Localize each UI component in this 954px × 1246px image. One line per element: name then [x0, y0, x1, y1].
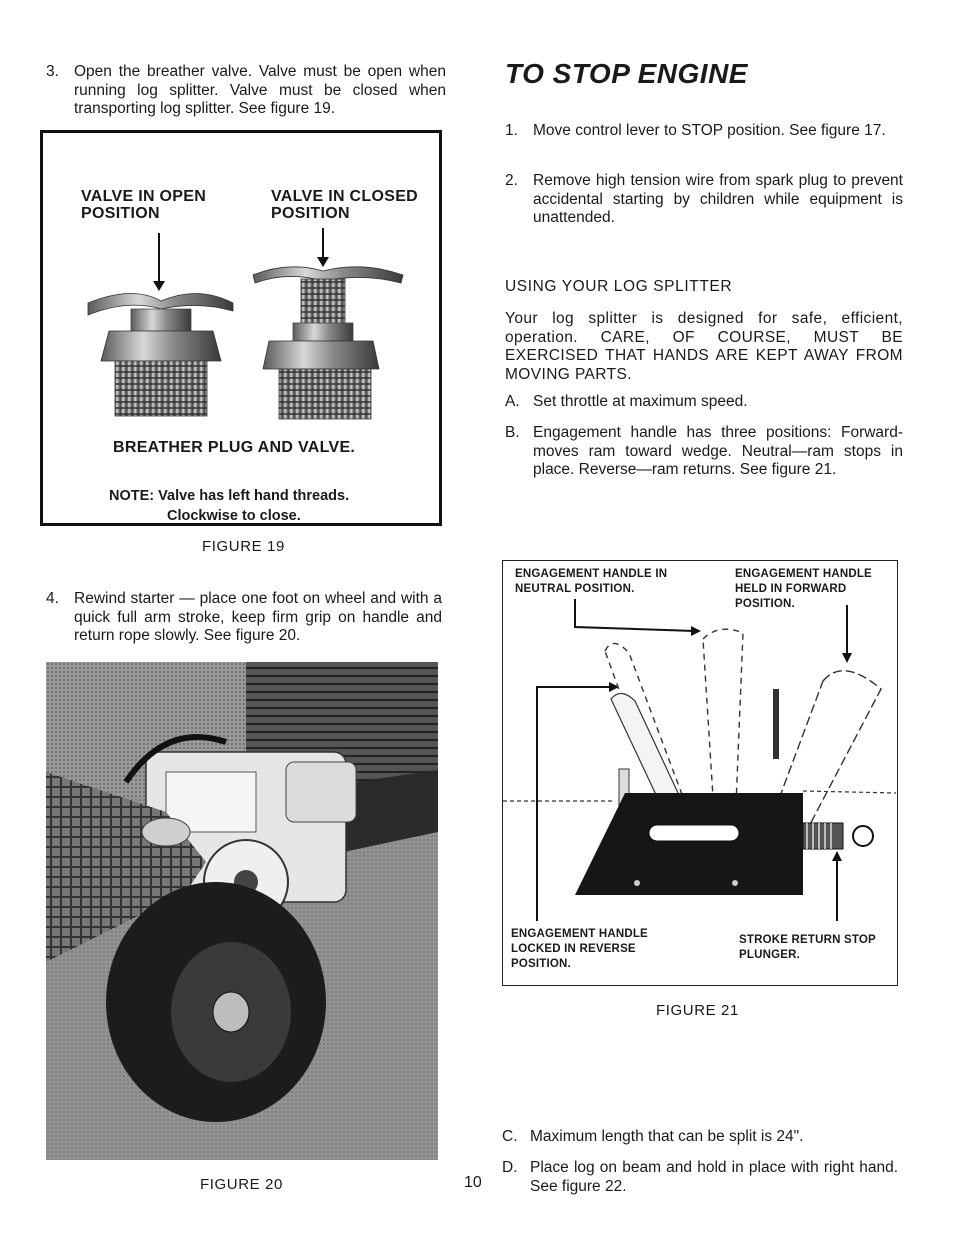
step-4 [46, 590, 442, 646]
figure-19-box [40, 130, 442, 526]
step-b [505, 424, 905, 484]
figure-20-caption: FIGURE 20 [200, 1176, 283, 1193]
page-number: 10 [464, 1174, 482, 1191]
step-3 [46, 63, 448, 119]
valve-closed-label: VALVE IN CLOSED POSITION [271, 188, 419, 222]
figure-20-photo [46, 662, 438, 1160]
step-letter: A. [505, 393, 520, 410]
step-text: Move control lever to STOP position. See figure 17. [533, 122, 886, 139]
step-text: Open the breather valve. Valve must be open when running log splitter. Valve must be closed when transporting log splitter. See figure 19. [74, 63, 446, 117]
figure-21-box [502, 560, 898, 986]
valve-open-label: VALVE IN OPEN POSITION [81, 188, 207, 222]
step-d [502, 1159, 902, 1199]
label-forward: ENGAGEMENT HANDLE HELD IN FORWARD POSITION. [735, 568, 872, 610]
breather-valve-illustration [73, 223, 413, 423]
figure-19-caption: FIGURE 19 [202, 538, 285, 555]
step-letter: B. [505, 424, 520, 441]
step-c [502, 1128, 902, 1148]
step-text: Remove high tension wire from spark plug to prevent accidental starting by children while equipment is unattended. [533, 172, 903, 226]
valve-note-line-1: NOTE: Valve has left hand threads. [109, 488, 350, 504]
page-title: TO STOP ENGINE [505, 58, 748, 89]
valve-note-line-2: Clockwise to close. [167, 508, 301, 524]
step-text: Engagement handle has three positions: Forward-moves ram toward wedge. Neutral—ram stops in place. Reverse—ram returns. See figure 21. [533, 424, 903, 478]
label-reverse: ENGAGEMENT HANDLE LOCKED IN REVERSE POSITION. [511, 928, 648, 970]
engagement-handle-diagram [503, 561, 896, 984]
stop-step-2 [505, 172, 905, 232]
section-intro: Your log splitter is designed for safe, efficient, operation. CARE, OF COURSE, MUST BE EXERCISED THAT HANDS ARE KEPT AWAY FROM MOVING PARTS. [505, 310, 903, 383]
step-text: Place log on beam and hold in place with right hand. See figure 22. [530, 1159, 898, 1195]
figure-21-caption: FIGURE 21 [656, 1002, 739, 1019]
step-number: 3. [46, 63, 59, 80]
label-neutral: ENGAGEMENT HANDLE IN NEUTRAL POSITION. [515, 568, 668, 595]
step-number: 4. [46, 590, 59, 607]
step-a [505, 393, 905, 413]
stop-step-1 [505, 122, 905, 162]
step-text: Maximum length that can be split is 24". [530, 1128, 804, 1145]
label-plunger: STROKE RETURN STOP PLUNGER. [739, 934, 876, 961]
breather-plug-heading: BREATHER PLUG AND VALVE. [113, 439, 356, 456]
step-text: Set throttle at maximum speed. [533, 393, 748, 410]
section-heading: USING YOUR LOG SPLITTER [505, 278, 733, 295]
step-number: 1. [505, 122, 518, 139]
step-number: 2. [505, 172, 518, 189]
step-letter: C. [502, 1128, 518, 1145]
step-text: Rewind starter — place one foot on wheel and with a quick full arm stroke, keep firm grip on handle and return rope slowly. See figure 20. [74, 590, 442, 644]
step-letter: D. [502, 1159, 518, 1176]
